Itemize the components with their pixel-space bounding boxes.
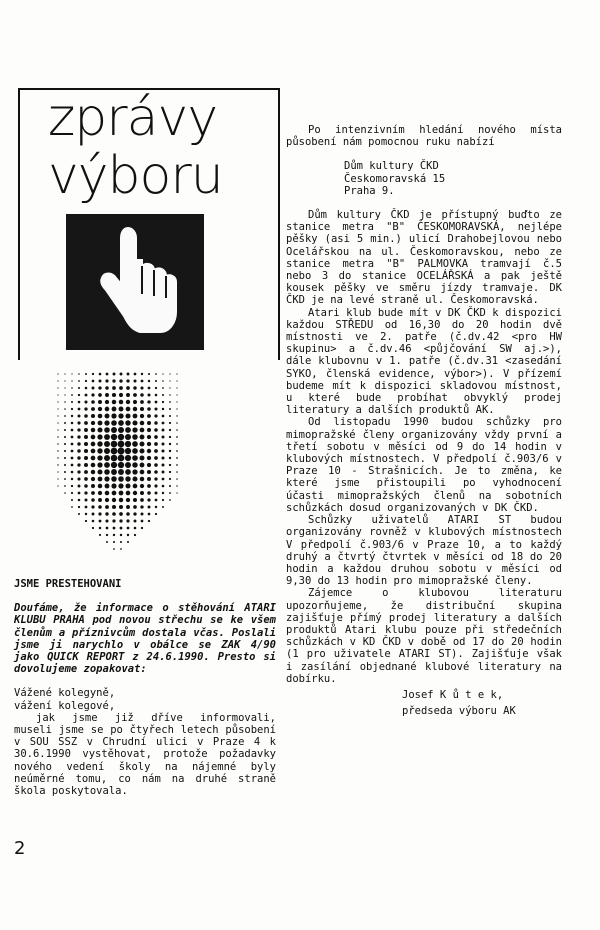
greeting-line-1: Vážené kolegyně, (14, 687, 116, 700)
paragraph-saturday-meetings: Od listopadu 1990 budou schůzky pro mimopražské členy organizovány vždy první a třetí sobotu v měsíci od 9 do 14 hodin v klubových místnostech. V předpolí č.903/6 v Praze 10 - Strašnicích. Je to změna, ke které jsme přistoupili po vyhodnocení účasti mimopražských členů na sobotních schůzkách dosud organizovaných v DK ČKD. (286, 416, 562, 514)
paragraph-st-meetings: Schůzky uživatelů ATARI ST budou organizovány rovněž v klubových místnostech V předpolí č.903/6 v Praze 10, a to každý druhý a čtvrtý čtvrtek v měsíci od 18 do 20 hodin a každou druhou sobotu v měsíci od 9,30 do 13 hodin pro mimopražské členy. (286, 514, 562, 588)
paragraph-literature: Zájemce o klubovou literaturu upozorňujeme, že distribuční skupina zajišťuje přímý prodej literatury a dalších produktů Atari klubu pouze při středečních schůzkách v KD ČKD v době od 17 do 20 hodin (1 pro uživatele ATARI ST). Zajišťuje však i zasílání objednané klubové literatury na dobírku. (286, 587, 562, 685)
paragraph-intro: Po intenzivním hledání nového místa působení nám pomocnou ruku nabízí (286, 124, 562, 149)
article-heading: JSME PRESTEHOVANI (14, 578, 122, 590)
halftone-pattern-graphic (54, 370, 184, 558)
right-column (286, 124, 562, 717)
body-paragraph: jak jsme již dříve informovali, museli jsme se po čtyřech letech působení v SOU SSZ v Chrudní ulici v Praze 4 k 30.6.1990 vystěhovat, protože požadavky nového vedení školy na nájemné byly neúměrné tomu, co nám na druhé straně škola poskytovala. (14, 711, 276, 798)
signature-role: předseda výboru AK (402, 705, 516, 718)
section-title-line2: výboru (48, 146, 223, 206)
greeting-line-2: vážení kolegové, (14, 699, 116, 712)
address-line: Praha 9. (344, 184, 395, 197)
pointing-hand-icon (66, 214, 204, 350)
paragraph-directions: Dům kultury ČKD je přístupný buďto ze stanice metra "B" ČESKOMORAVSKÁ, nejlépe pěšky (asi 5 min.) ulicí Drahobejlovou nebo Ocelářskou na ul. Českomoravskou, nebo ze stanice metra "B" PALMOVKA tramvají č.5 nebo 3 do stanice OCELÁŘSKÁ a pak ještě kousek pěšky ve směru jízdy tramvaje. DK ČKD je na levé straně ul. Českomoravská. (286, 209, 562, 307)
page-number: 2 (14, 838, 26, 859)
signature-name: Josef K ů t e k, (402, 688, 504, 701)
address-line: Dům kultury ČKD (344, 160, 439, 173)
intro-paragraph: Doufáme, že informace o stěhování ATARI KLUBU PRAHA pod novou střechu se ke všem členům a příznivcům dostala včas. Poslali jsme ji narychlo v obálce se ZAK 4/90 jako QUICK REPORT z 24.6.1990. Presto si dovolujeme zopakovat: (14, 602, 276, 676)
paragraph-rooms: Atari klub bude mít v DK ČKD k dispozici každou STŘEDU od 16,30 do 20 hodin dvě místnosti ve 2. patře (č.dv.42 <pro HW skupinu> a č.dv.46 <půjčování SW aj.>), dále klubovnu v 1. patře (č.dv.31 <zasedání SYKO, členská evidence, výbor>). V přízemí budeme mít k dispozici skladovou místnost, u které bude probíhat obvyklý prodej literatury a dalších produktů AK. (286, 306, 562, 417)
left-column (14, 578, 276, 797)
address-line: Českomoravská 15 (344, 172, 446, 185)
section-title-line1: zprávy (48, 88, 218, 148)
address-block (344, 160, 562, 197)
